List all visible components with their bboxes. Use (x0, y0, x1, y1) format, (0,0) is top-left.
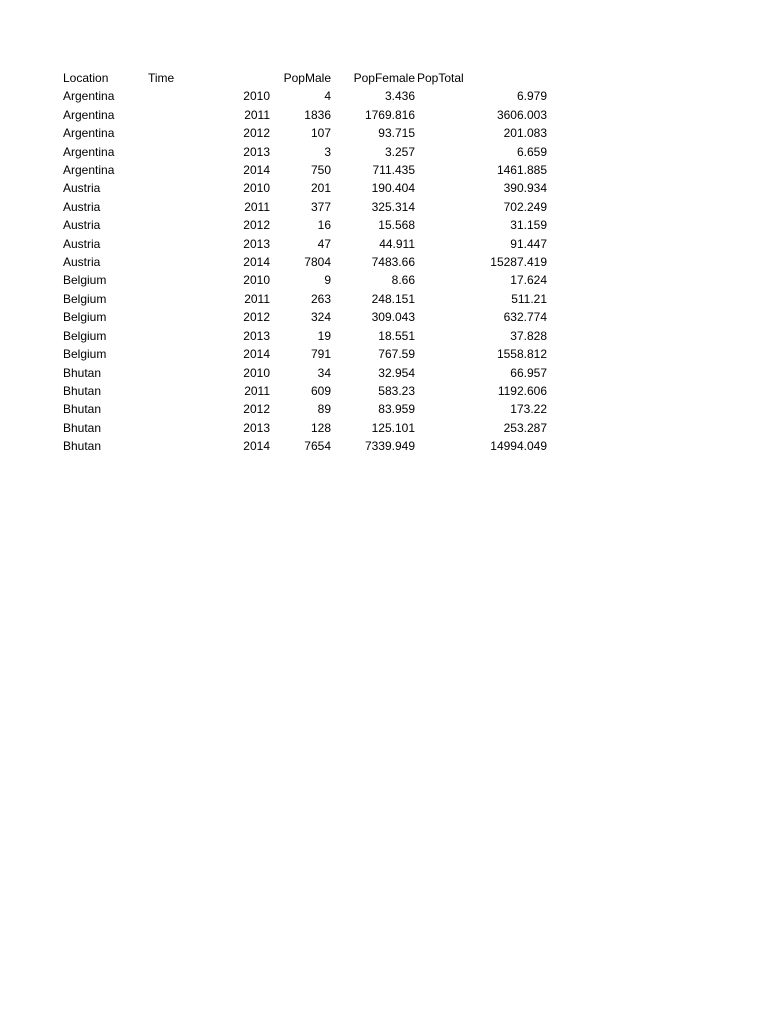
cell-time[interactable]: 2012 (243, 126, 270, 141)
cell-pop-total[interactable]: 3606.003 (496, 107, 547, 122)
cell-pop-male[interactable]: 791 (310, 347, 331, 362)
cell-location[interactable]: Belgium (63, 273, 107, 288)
cell-location[interactable]: Bhutan (63, 402, 102, 417)
table-row (63, 364, 547, 382)
cell-pop-female[interactable]: 3.436 (384, 89, 415, 104)
cell-pop-female[interactable]: 83.959 (378, 402, 415, 417)
cell-time[interactable]: 2010 (243, 365, 270, 380)
cell-location[interactable]: Austria (63, 236, 101, 251)
cell-time[interactable]: 2013 (243, 236, 270, 251)
cell-location[interactable]: Argentina (63, 126, 115, 141)
header-pop-female[interactable]: PopFemale (353, 71, 415, 85)
cell-time[interactable]: 2014 (243, 347, 270, 362)
table-row (63, 216, 547, 234)
cell-pop-total[interactable]: 17.624 (510, 273, 547, 288)
cell-location[interactable]: Bhutan (63, 439, 102, 454)
cell-pop-male[interactable]: 263 (310, 291, 331, 306)
header-pop-total[interactable]: PopTotal (417, 71, 464, 85)
cell-pop-male[interactable]: 16 (317, 218, 331, 233)
cell-pop-total[interactable]: 91.447 (510, 236, 547, 251)
cell-pop-female[interactable]: 44.911 (379, 236, 415, 251)
cell-pop-female[interactable]: 8.66 (391, 273, 415, 288)
cell-pop-total[interactable]: 390.934 (503, 181, 547, 196)
cell-location[interactable]: Austria (63, 199, 101, 214)
cell-location[interactable]: Austria (63, 255, 101, 270)
cell-pop-total[interactable]: 632.774 (503, 310, 547, 325)
cell-location[interactable]: Argentina (63, 107, 115, 122)
table-row (63, 327, 547, 345)
cell-pop-total[interactable]: 14994.049 (490, 439, 547, 454)
cell-pop-male[interactable]: 3 (324, 144, 331, 159)
table-row (63, 437, 547, 455)
cell-pop-total[interactable]: 6.979 (516, 89, 547, 104)
cell-pop-female[interactable]: 32.954 (378, 365, 415, 380)
cell-location[interactable]: Argentina (63, 89, 115, 104)
cell-pop-total[interactable]: 201.083 (503, 126, 547, 141)
cell-pop-female[interactable]: 325.314 (371, 199, 415, 214)
cell-pop-female[interactable]: 125.101 (371, 420, 415, 435)
cell-pop-female[interactable]: 309.043 (371, 310, 415, 325)
cell-time[interactable]: 2014 (243, 163, 270, 178)
cell-location[interactable]: Bhutan (63, 365, 102, 380)
cell-location[interactable]: Belgium (63, 291, 107, 306)
cell-pop-female[interactable]: 7339.949 (364, 439, 415, 454)
cell-pop-male[interactable]: 19 (317, 328, 331, 343)
cell-pop-male[interactable]: 128 (310, 420, 331, 435)
cell-pop-total[interactable]: 1558.812 (496, 347, 547, 362)
cell-pop-male[interactable]: 47 (317, 236, 331, 251)
cell-time[interactable]: 2014 (243, 255, 270, 270)
header-pop-male[interactable]: PopMale (283, 71, 331, 85)
table-row (63, 382, 547, 400)
cell-pop-female[interactable]: 583.23 (378, 383, 415, 398)
cell-time[interactable]: 2013 (243, 328, 270, 343)
cell-pop-male[interactable]: 34 (317, 365, 331, 380)
cell-location[interactable]: Bhutan (63, 420, 102, 435)
cell-pop-male[interactable]: 7804 (304, 255, 331, 270)
table-body (63, 87, 547, 455)
cell-pop-male[interactable]: 324 (310, 310, 331, 325)
cell-time[interactable]: 2011 (244, 383, 270, 398)
cell-pop-female[interactable]: 18.551 (378, 328, 415, 343)
table-row (63, 345, 547, 363)
header-time[interactable]: Time (148, 71, 175, 85)
population-table (63, 69, 547, 456)
cell-time[interactable]: 2010 (243, 181, 270, 196)
cell-time[interactable]: 2012 (243, 402, 270, 417)
cell-location[interactable]: Austria (63, 181, 101, 196)
cell-pop-male[interactable]: 377 (310, 199, 331, 214)
cell-pop-female[interactable]: 711.435 (372, 163, 415, 178)
cell-pop-male[interactable]: 4 (324, 89, 331, 104)
cell-pop-total[interactable]: 253.287 (503, 420, 547, 435)
cell-pop-male[interactable]: 107 (310, 126, 331, 141)
cell-pop-male[interactable]: 89 (317, 402, 331, 417)
table-row (63, 143, 547, 161)
cell-location[interactable]: Austria (63, 218, 101, 233)
cell-pop-total[interactable]: 15287.419 (490, 255, 547, 270)
table-row (63, 253, 547, 271)
cell-time[interactable]: 2010 (243, 89, 270, 104)
cell-pop-total[interactable]: 1192.606 (497, 383, 547, 398)
cell-pop-female[interactable]: 93.715 (378, 126, 415, 141)
cell-pop-total[interactable]: 6.659 (516, 144, 547, 159)
table-row (63, 400, 547, 418)
header-location[interactable]: Location (63, 71, 109, 85)
cell-time[interactable]: 2010 (243, 273, 270, 288)
cell-pop-total[interactable]: 702.249 (503, 199, 547, 214)
cell-location[interactable]: Bhutan (63, 383, 102, 398)
cell-time[interactable]: 2013 (243, 420, 270, 435)
cell-pop-total[interactable]: 66.957 (510, 365, 547, 380)
cell-pop-female[interactable]: 7483.66 (371, 255, 415, 270)
table-row (63, 308, 547, 326)
table-row (63, 87, 547, 105)
cell-pop-female[interactable]: 767.59 (378, 347, 415, 362)
table-row (63, 290, 547, 308)
cell-time[interactable]: 2014 (243, 439, 270, 454)
table-row (63, 419, 547, 437)
cell-pop-female[interactable]: 3.257 (384, 144, 415, 159)
cell-time[interactable]: 2011 (244, 291, 270, 306)
cell-time[interactable]: 2011 (244, 199, 270, 214)
cell-pop-female[interactable]: 1769.816 (364, 107, 415, 122)
cell-pop-male[interactable]: 201 (310, 181, 331, 196)
table-row (63, 179, 547, 197)
cell-pop-male[interactable]: 609 (310, 383, 331, 398)
cell-pop-female[interactable]: 190.404 (371, 181, 415, 196)
cell-location[interactable]: Belgium (63, 347, 107, 362)
cell-pop-total[interactable]: 173.22 (510, 402, 547, 417)
cell-time[interactable]: 2012 (243, 218, 270, 233)
cell-pop-female[interactable]: 248.151 (371, 291, 415, 306)
cell-location[interactable]: Belgium (63, 310, 107, 325)
cell-location[interactable]: Belgium (63, 328, 107, 343)
cell-pop-total[interactable]: 31.159 (510, 218, 547, 233)
cell-time[interactable]: 2013 (243, 144, 270, 159)
cell-pop-male[interactable]: 7654 (304, 439, 331, 454)
table-row (63, 106, 547, 124)
table-row (63, 271, 547, 289)
cell-time[interactable]: 2011 (244, 107, 270, 122)
table-row (63, 235, 547, 253)
table-row (63, 198, 547, 216)
cell-pop-female[interactable]: 15.568 (378, 218, 415, 233)
cell-time[interactable]: 2012 (243, 310, 270, 325)
cell-pop-male[interactable]: 750 (310, 163, 331, 178)
cell-location[interactable]: Argentina (63, 163, 115, 178)
table-row (63, 124, 547, 142)
cell-location[interactable]: Argentina (63, 144, 115, 159)
cell-pop-total[interactable]: 37.828 (510, 328, 547, 343)
cell-pop-male[interactable]: 1836 (304, 107, 331, 122)
cell-pop-male[interactable]: 9 (324, 273, 331, 288)
cell-pop-total[interactable]: 1461.885 (496, 163, 547, 178)
table-row (63, 161, 547, 179)
header-row (63, 69, 547, 87)
cell-pop-total[interactable]: 511.21 (511, 291, 547, 306)
